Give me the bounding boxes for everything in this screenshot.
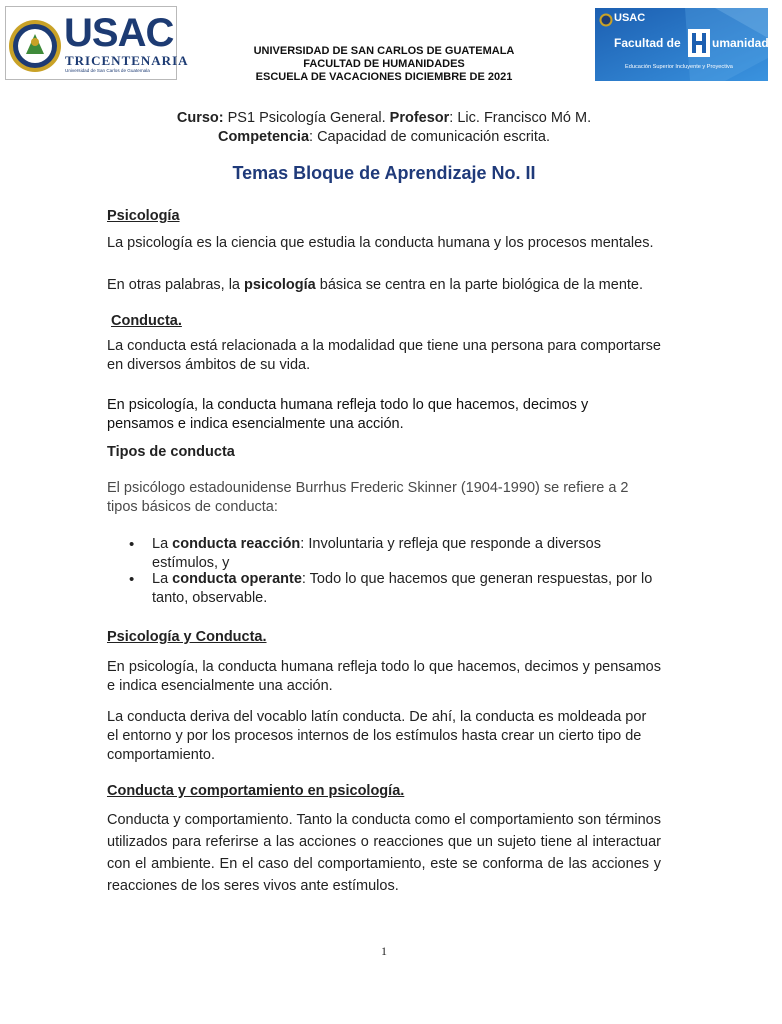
bullet-icon: • xyxy=(129,536,135,553)
competencia-value: : Capacidad de comunicación escrita. xyxy=(309,129,551,145)
text-run: En otras palabras, la xyxy=(107,277,245,293)
header-school: ESCUELA DE VACACIONES DICIEMBRE DE 2021 xyxy=(255,71,513,83)
logo-tricentenaria-text: TRICENTENARIA xyxy=(65,53,189,68)
logo-tiny-text: Universidad de San Carlos de Guatemala xyxy=(65,68,150,73)
usac-mini-seal-icon xyxy=(599,13,613,27)
paragraph-conducta-definition: La conducta está relacionada a la modalidad que tiene una persona para comportarse en diversos ámbitos de su vida. xyxy=(107,338,661,373)
paragraph-cyc: Conducta y comportamiento. Tanto la conducta como el comportamiento son términos utilizados para referirse a las acciones o reacciones que un sujeto tiene al interactuar con el ambiente. En el caso del comportamiento, este se conforma de las acciones y reacciones de los seres vivos ante estímulos. xyxy=(107,812,661,894)
bold-conducta-reaccion: conducta reacción xyxy=(172,536,301,552)
logo-usac-text: USAC xyxy=(64,11,174,55)
paragraph-skinner: El psicólogo estadounidense Burrhus Frederic Skinner (1904-1990) se refiere a 2 tipos básicos de conducta: xyxy=(107,480,629,515)
heading-tipos-conducta: Tipos de conducta xyxy=(107,444,235,460)
profesor-value: : Lic. Francisco Mó M. xyxy=(449,110,592,126)
text-run: : Involuntaria y refleja que responde a diversos estímulos, y xyxy=(152,536,601,571)
competencia-label: Competencia xyxy=(217,129,310,145)
bold-psicologia: psicología xyxy=(244,277,316,293)
heading-psicologia: Psicología xyxy=(107,208,180,224)
bullet-icon: • xyxy=(129,571,135,588)
text-run: La xyxy=(152,536,173,552)
banner-facultad-text: Facultad de xyxy=(614,36,681,50)
curso-value: PS1 Psicología General. xyxy=(223,110,390,126)
header-university: UNIVERSIDAD DE SAN CARLOS DE GUATEMALA xyxy=(253,45,515,57)
heading-conducta: Conducta. xyxy=(111,313,182,329)
usac-tricentenaria-logo xyxy=(5,6,189,80)
bold-conducta-operante: conducta operante xyxy=(172,571,302,587)
heading-conducta-comportamiento: Conducta y comportamiento en psicología. xyxy=(107,783,405,799)
text-run: La xyxy=(152,571,173,587)
paragraph-psicologia-basica xyxy=(107,276,661,295)
paragraph-pyc-2: La conducta deriva del vocablo latín conducta. De ahí, la conducta es moldeada por el entorno y por los procesos internos de los estímulos hasta crear un cierto tipo de comportamiento. xyxy=(107,709,647,763)
header-faculty: FACULTAD DE HUMANIDADES xyxy=(303,58,465,70)
page-title: Temas Bloque de Aprendizaje No. II xyxy=(232,163,536,183)
list-item-conducta-reaccion xyxy=(129,535,662,573)
competencia-line xyxy=(100,128,668,147)
paragraph-conducta-psicologia: En psicología, la conducta humana refleja todo lo que hacemos, decimos y pensamos e indica esencialmente una acción. xyxy=(107,397,589,432)
curso-label: Curso: xyxy=(176,110,224,126)
facultad-humanidades-banner xyxy=(595,8,782,81)
heading-psicologia-y-conducta: Psicología y Conducta. xyxy=(107,629,267,645)
banner-usac-text: USAC xyxy=(614,12,646,24)
paragraph-psicologia-definition: La psicología es la ciencia que estudia la conducta humana y los procesos mentales. xyxy=(107,235,654,251)
text-run: : Todo lo que hacemos que generan respuestas, por lo tanto, observable. xyxy=(152,571,653,606)
banner-tagline-text: Educación Superior Incluyente y Proyectiva xyxy=(625,64,733,70)
course-line xyxy=(100,109,668,128)
list-item-conducta-operante xyxy=(129,570,662,608)
page-number: 1 xyxy=(381,944,387,958)
paragraph-pyc-1: En psicología, la conducta humana refleja todo lo que hacemos, decimos y pensamos e indica esencialmente una acción. xyxy=(107,659,661,694)
banner-humanidades-text: umanidades xyxy=(712,36,782,50)
h-emblem-icon xyxy=(687,28,711,58)
text-run: básica se centra en la parte biológica de la mente. xyxy=(315,277,644,293)
profesor-label: Profesor xyxy=(389,110,450,126)
